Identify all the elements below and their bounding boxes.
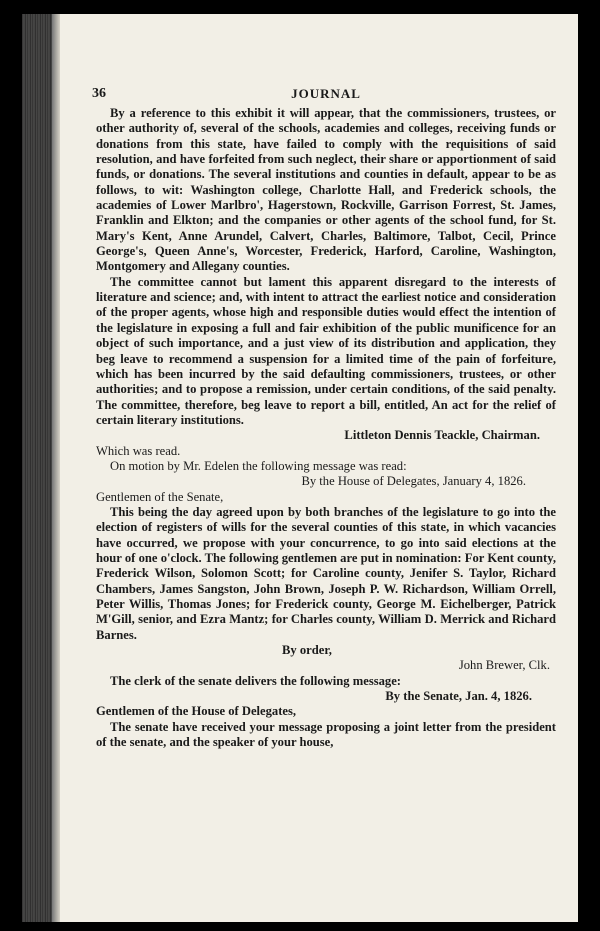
page-text xyxy=(92,86,556,750)
paragraph-senate-reply: The senate have received your message proposing a joint letter from the president of the senate, and the speaker of your house, xyxy=(96,719,556,750)
motion-line: On motion by Mr. Edelen the following message was read: xyxy=(110,458,407,473)
by-order: By order, xyxy=(282,643,332,658)
senate-dateline: By the Senate, Jan. 4, 1826. xyxy=(385,689,532,704)
house-dateline: By the House of Delegates, January 4, 1826. xyxy=(301,474,526,489)
senate-clerk-line: The clerk of the senate delivers the following message: xyxy=(110,673,402,688)
book-gutter xyxy=(22,14,52,922)
document-page xyxy=(22,14,578,922)
running-head: JOURNAL xyxy=(291,86,361,101)
which-was-read: Which was read. xyxy=(96,443,181,458)
page-header xyxy=(92,86,556,106)
paragraph-election-message: This being the day agreed upon by both branches of the legislature to go into the election of registers of wills for the several counties of this state, in which vacancies have occurred, we propose with your concurrence, to go into said elections at the hour of one o'clock. The following gentlemen are put in nomination: For Kent county, Frederick Wilson, Solomon Scott; for Caroline county, Jenifer S. Taylor, Richard Chambers, James Sangston, John Brown, Joseph P. W. Richardson, William Orrell, Peter Willis, Thomas Jones; for Frederick county, George M. Eichelberger, Patrick M'Gill, senior, and Ezra Mantz; for Charles county, William D. Merrick and Richard Barnes. xyxy=(96,504,556,642)
salutation-house: Gentlemen of the House of Delegates, xyxy=(96,704,297,719)
gutter-shadow xyxy=(52,14,60,922)
chairman-signature: Littleton Dennis Teackle, Chairman. xyxy=(344,428,540,443)
salutation-senate: Gentlemen of the Senate, xyxy=(96,489,224,504)
clerk-signature: John Brewer, Clk. xyxy=(458,658,550,673)
paragraph-exhibit: By a reference to this exhibit it will appear, that the commissioners, trustees, or other authority of, several of the schools, academies and colleges, receiving funds or donations from this state, have failed to comply with the requisitions of said resolution, and have forfeited from such neglect, their share or apportionment of said funds, or donations. The several institutions and counties in default, appear to be as follows, to wit: Washington college, Charlotte Hall, and Frederick schools, the academies of Lower Marlbro', Hagerstown, Rockville, Garrison Forrest, St. James, Franklin and Elkton; and the companies or other agents of the school fund, for St. Mary's Kent, Anne Arundel, Calvert, Charles, Baltimore, Talbot, Cecil, Prince George's, Queen Anne's, Worcester, Frederick, Harford, Caroline, Washington, Montgomery and Allegany counties. xyxy=(96,106,556,274)
page-number: 36 xyxy=(92,86,106,101)
paragraph-committee: The committee cannot but lament this apparent disregard to the interests of literature and science; and, with intent to attract the earliest notice and consideration of the proper agents, whose high and responsible duties would effect the intention of the legislature in exposing a full and fair exhibition of the public munificence for an object of such importance, and a just view of its distribution and application, they beg leave to recommend a suspension for a limited time of the pain of forfeiture, which has been incurred by the said defaulting commissioners, trustees, or other authorities; and to propose a remission, under certain conditions, of the said penalty. The committee, therefore, beg leave to report a bill, entitled, An act for the relief of certain literary institutions. xyxy=(96,274,556,427)
